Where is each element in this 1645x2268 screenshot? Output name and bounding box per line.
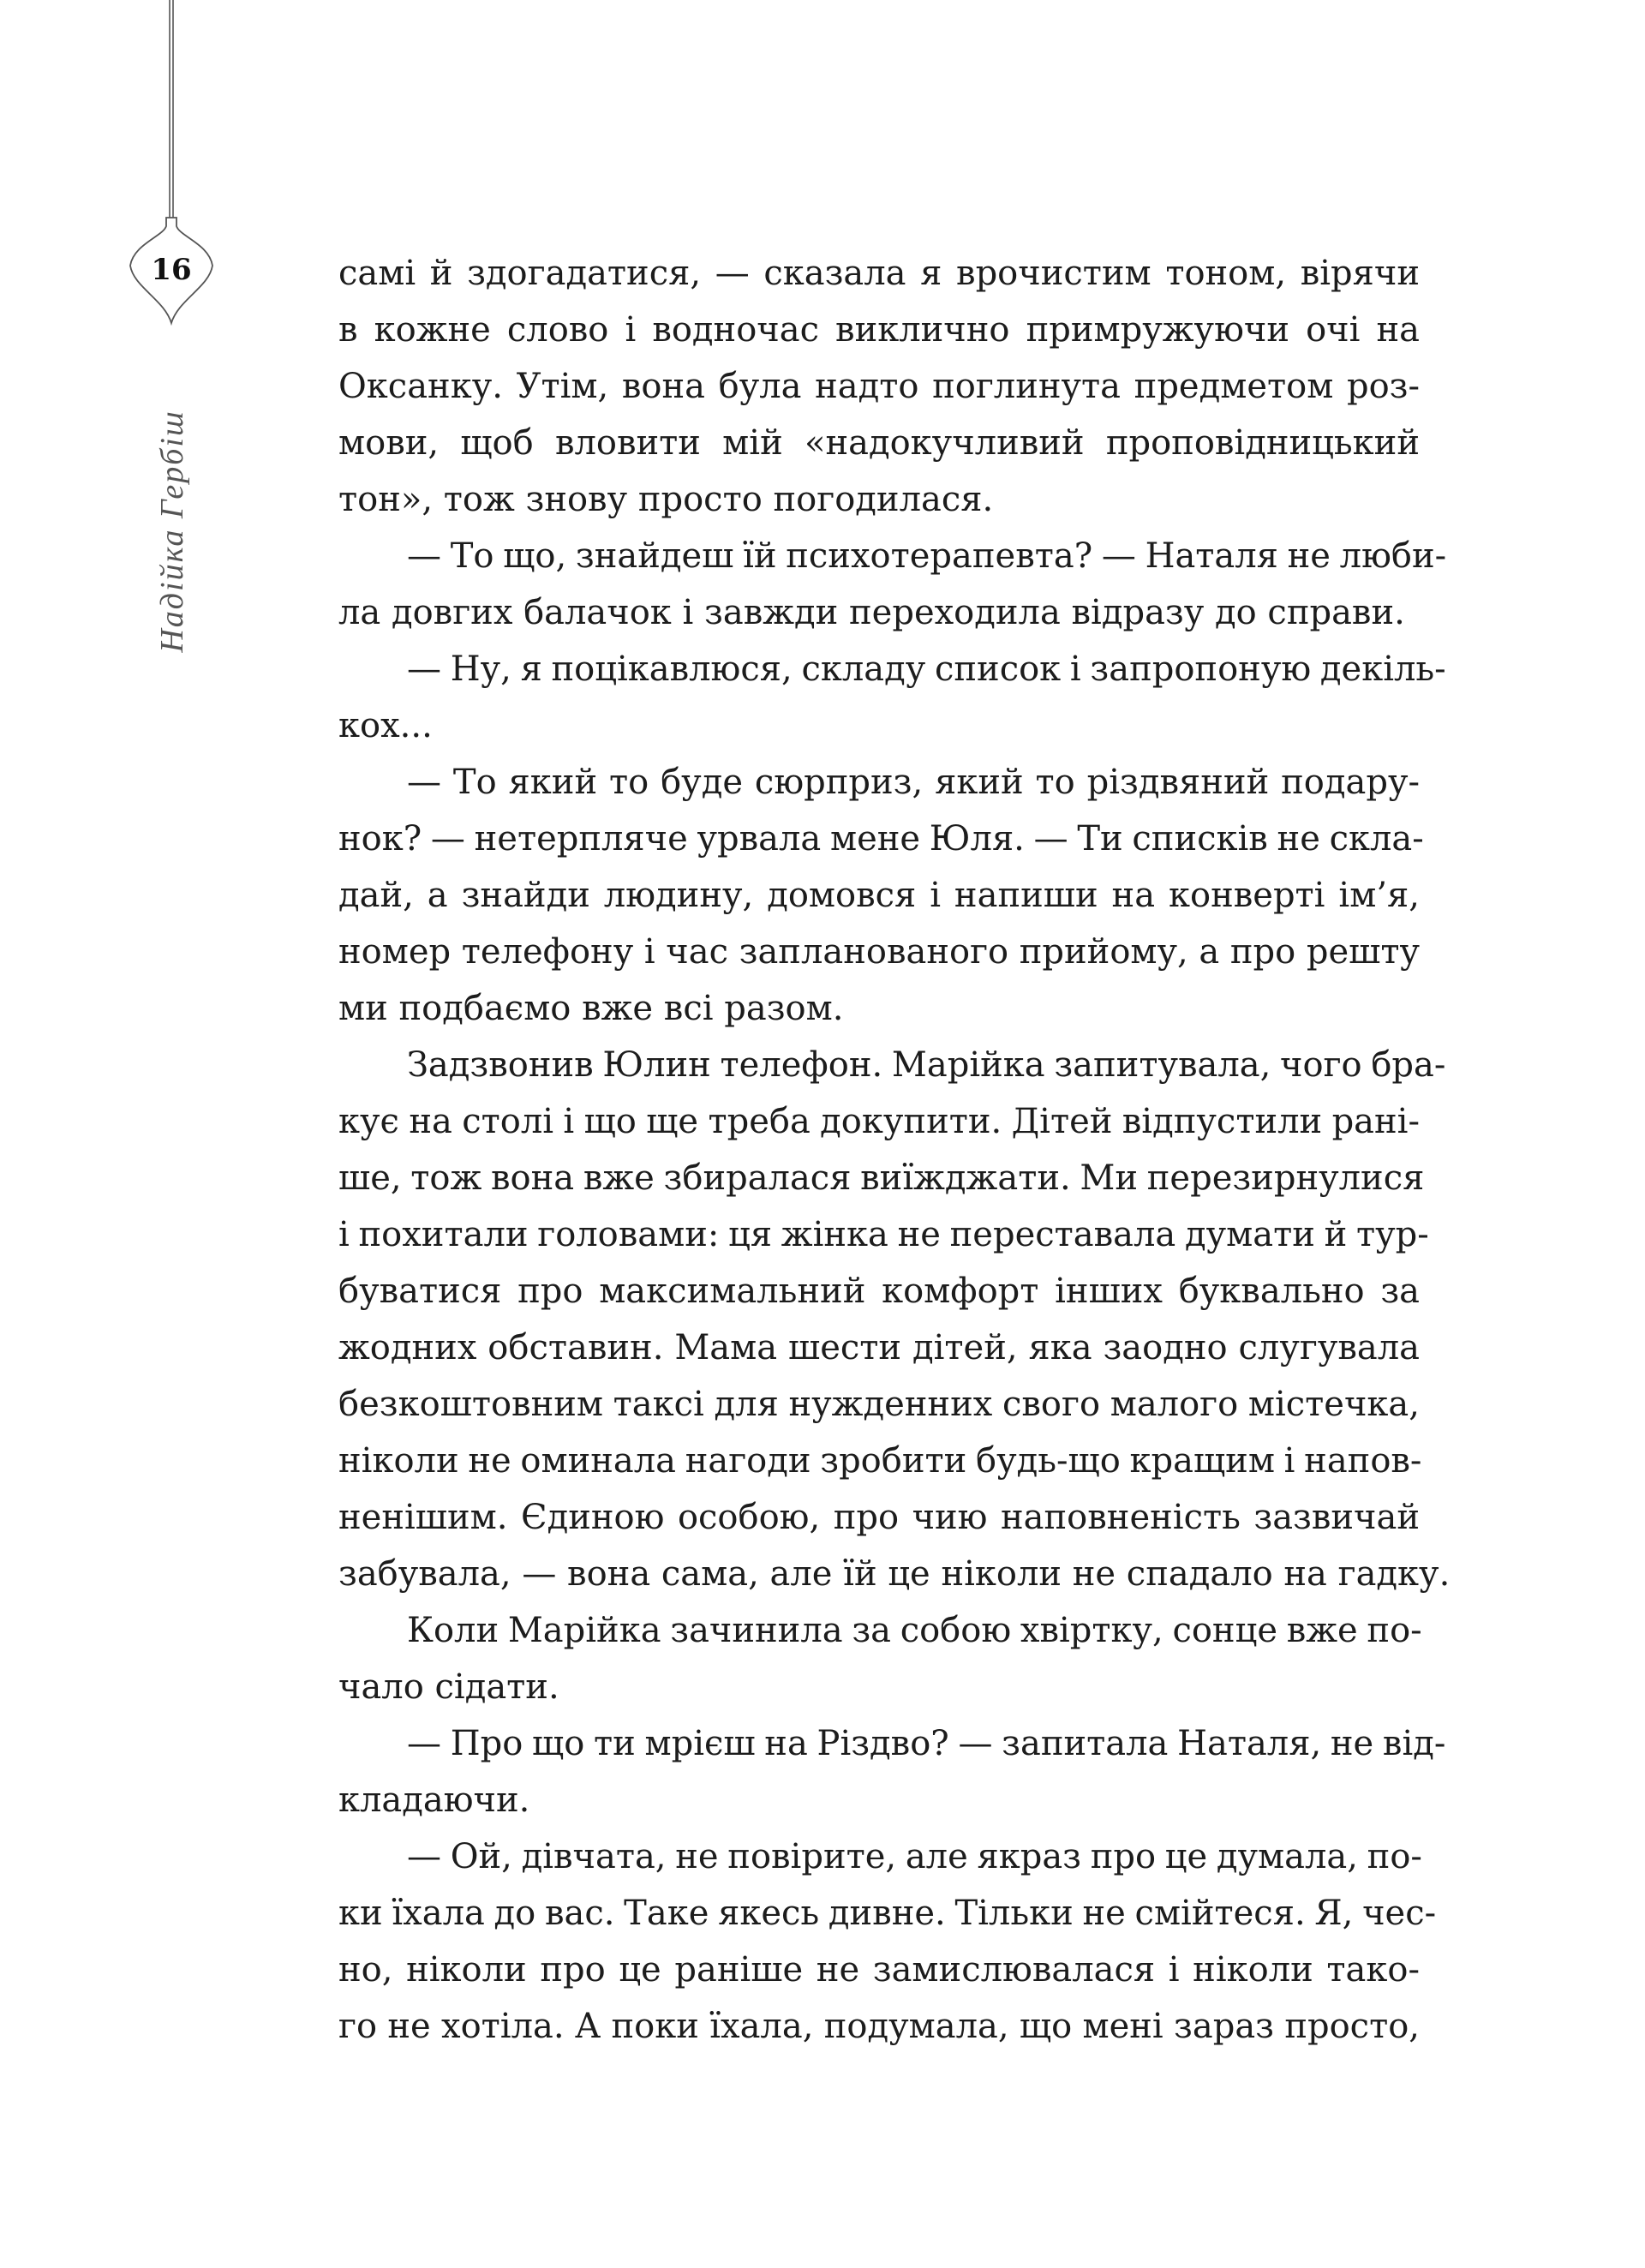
text-line: жодних обставин. Мама шести дітей, яка заодно слугувала [338,1328,1420,1367]
text-line: безкоштовним таксі для нужденних свого малого містечка, [338,1385,1420,1424]
text-line: ки їхала до вас. Таке якесь дивне. Тільки не смійтеся. Я, чес- [338,1894,1437,1933]
body-text [338,245,1451,2055]
text-line: в кожне слово і водночас виклично примружуючи очі на [338,310,1420,350]
text-line: кладаючи. [338,1780,530,1820]
text-line: тон», тож знову просто погодилася. [338,480,994,519]
text-line: нок? — нетерпляче урвала мене Юля. — Ти списків не скла- [338,819,1424,859]
text-line: буватися про максимальний комфорт інших буквально за [338,1272,1420,1311]
text-line: Задзвонив Юлин телефон. Марійка запитувала, чого бра- [407,1045,1446,1085]
page-number: 16 [151,253,192,287]
text-line: — То який то буде сюрприз, який то різдвяний подару- [407,763,1420,802]
text-line: Коли Марійка зачинила за собою хвіртку, сонце вже по- [407,1611,1422,1650]
text-line: — Ну, я поцікавлюся, складу список і запропоную декіль- [407,649,1446,689]
text-line: ніколи не оминала нагоди зробити будь-що кращим і напов- [338,1441,1422,1481]
text-line: номер телефону і час запланованого прийому, а про решту [338,932,1420,972]
text-line: мови, щоб вловити мій «надокучливий проповідницький [338,423,1420,463]
text-line: кох... [338,706,433,745]
text-line: — Ой, дівчата, не повірите, але якраз про це думала, по- [407,1837,1422,1876]
text-line: ла довгих балачок і завжди переходила відразу до справи. [338,593,1405,632]
text-line: чало сідати. [338,1667,559,1707]
text-line: — То що, знайдеш їй психотерапевта? — Наталя не люби- [407,536,1447,576]
text-line: кує на столі і що ще треба докупити. Дітей відпустили рані- [338,1102,1420,1141]
running-head-author: Надійка Гербіш [154,410,190,653]
text-line: но, ніколи про це раніше не замислювалася і ніколи тако- [338,1950,1420,1990]
text-line: і похитали головами: ця жінка не переставала думати й тур- [338,1215,1429,1254]
text-line: — Про що ти мрієш на Різдво? — запитала Наталя, не від- [407,1724,1446,1763]
text-line: го не хотіла. А поки їхала, подумала, що мені зараз просто, [338,2007,1420,2046]
text-line: Оксанку. Утім, вона була надто поглинута предметом роз- [338,367,1420,406]
text-line: ше, тож вона вже збиралася виїжджати. Ми перезирнулися [338,1158,1425,1198]
text-line: дай, а знайди людину, домовся і напиши на конверті ім’я, [338,876,1420,915]
text-line: самі й здогадатися, — сказала я врочистим тоном, вірячи [338,254,1420,293]
text-line: ми подбаємо вже всі разом. [338,989,844,1028]
text-line: забувала, — вона сама, але їй це ніколи не спадало на гадку. [338,1554,1451,1594]
text-line: ненішим. Єдиною особою, про чию наповненість зазвичай [338,1498,1420,1537]
